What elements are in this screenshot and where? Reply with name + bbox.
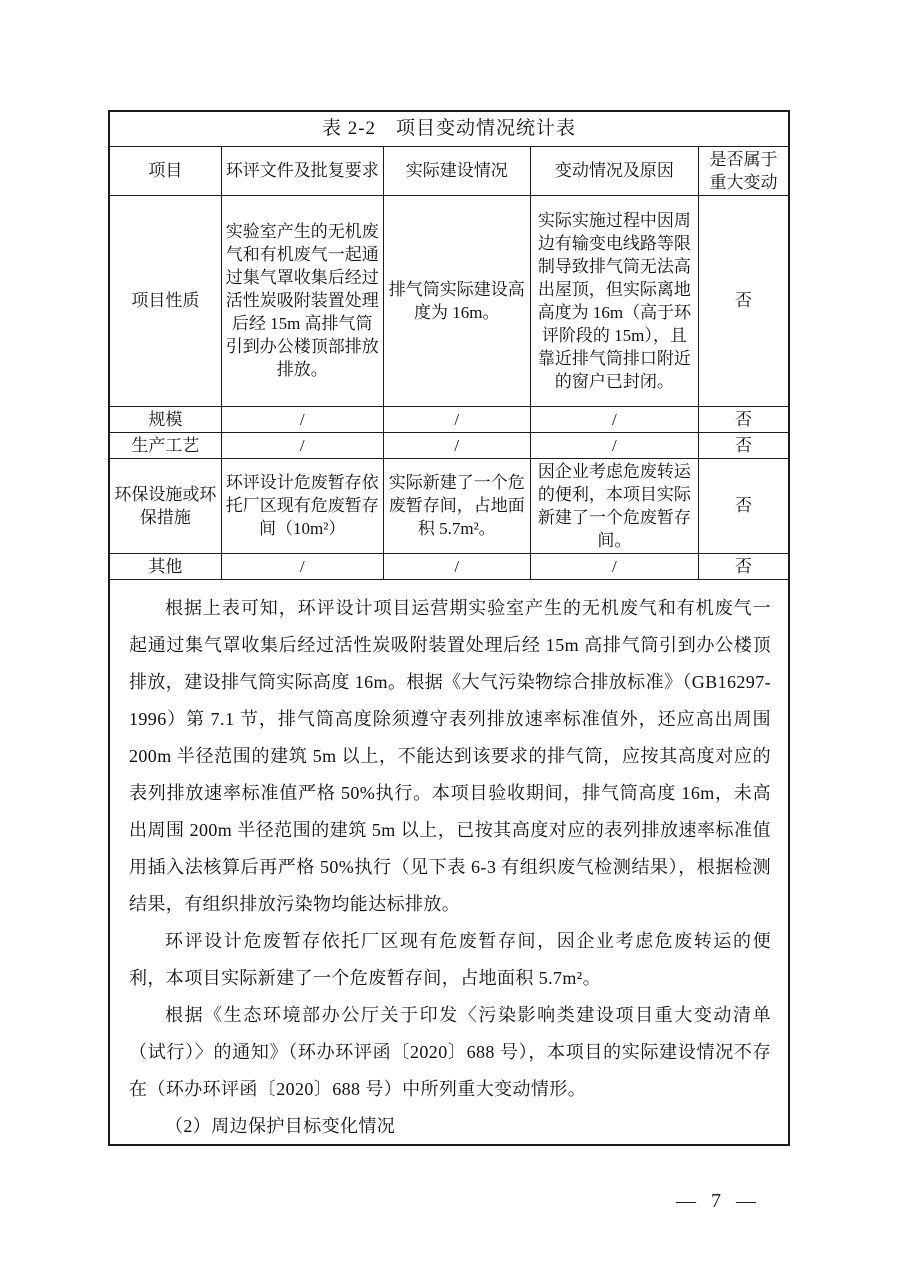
paragraph-hazwaste-storage: 环评设计危废暂存依托厂区现有危废暂存间，因企业考虑危废转运的便利，本项目实际新建了一个危废暂存间，占地面积 5.7m²。: [129, 931, 771, 988]
cell-eia-requirement: 实验室产生的无机废气和有机废气一起通过集气罩收集后经过活性炭吸附装置处理后经 15m 高排气筒引到办公楼顶部排放排放。: [221, 195, 383, 406]
paragraph-section-heading: （2）周边保护目标变化情况: [165, 1116, 396, 1136]
cell-eia-requirement: /: [221, 406, 383, 432]
cell-actual-construction: /: [383, 406, 530, 432]
table-title: 表 2-2 项目变动情况统计表: [110, 112, 788, 146]
paragraph-emission-analysis: 根据上表可知，环评设计项目运营期实验室产生的无机废气和有机废气一起通过集气罩收集后经过活性炭吸附装置处理后经 15m 高排气筒引到办公楼顶排放，建设排气筒实际高度 16m。根据《大气污染物综合排放标准》（GB16297-1996）第 7.1 节，排气筒高度除须遵守表列排放速率标准值外，还应高出周围 200m 半径范围的建筑 5m 以上，不能达到该要求的排气筒，应按其高度对应的表列排放速率标准值严格 50%执行。本项目验收期间，排气筒高度 16m，未高出周围 200m 半径范围的建筑 5m 以上，已按其高度对应的表列排放速率标准值用插入法核算后再严格 50%执行（见下表 6-3 有组织废气检测结果），根据检测结果，有组织排放污染物均能达标排放。: [129, 598, 771, 914]
header-actual-construction: 实际建设情况: [383, 146, 530, 195]
cell-actual-construction: 实际新建了一个危废暂存间，占地面积 5.7m²。: [383, 458, 530, 553]
header-change-reason: 变动情况及原因: [530, 146, 698, 195]
cell-actual-construction: 排气筒实际建设高度为 16m。: [383, 195, 530, 406]
cell-major-change: 否: [698, 553, 788, 579]
cell-change-reason: /: [530, 406, 698, 432]
cell-item: 其他: [110, 553, 221, 579]
table-row: [110, 458, 788, 553]
cell-major-change: 否: [698, 458, 788, 553]
cell-eia-requirement: /: [221, 432, 383, 458]
cell-item: 规模: [110, 406, 221, 432]
cell-change-reason: /: [530, 432, 698, 458]
paragraph-major-change-conclusion: 根据《生态环境部办公厅关于印发〈污染影响类建设项目重大变动清单（试行）〉的通知》（环办环评函〔2020〕688 号），本项目的实际建设情况不存在（环办环评函〔2020〕688 号）中所列重大变动情形。: [129, 1005, 771, 1099]
body-text: [129, 590, 771, 1145]
cell-actual-construction: /: [383, 553, 530, 579]
cell-item: 项目性质: [110, 195, 221, 406]
header-major-change: 是否属于重大变动: [698, 146, 788, 195]
table-row: [110, 553, 788, 579]
footer-right-dash: —: [736, 1190, 756, 1212]
content-box: [108, 110, 790, 1146]
project-change-table: [110, 112, 788, 580]
cell-change-reason: 实际实施过程中因周边有输变电线路等限制导致排气筒无法高出屋顶，但实际离地高度为 16m（高于环评阶段的 15m），且靠近排气筒排口附近的窗户已封闭。: [530, 195, 698, 406]
table-header-row: [110, 146, 788, 195]
cell-major-change: 否: [698, 195, 788, 406]
cell-eia-requirement: /: [221, 553, 383, 579]
table-row: [110, 195, 788, 406]
table-title-row: [110, 112, 788, 146]
table-row: [110, 432, 788, 458]
cell-actual-construction: /: [383, 432, 530, 458]
footer-page-number: 7: [711, 1190, 721, 1212]
cell-major-change: 否: [698, 406, 788, 432]
cell-item: 生产工艺: [110, 432, 221, 458]
cell-major-change: 否: [698, 432, 788, 458]
cell-change-reason: 因企业考虑危废转运的便利，本项目实际新建了一个危废暂存间。: [530, 458, 698, 553]
cell-item: 环保设施或环保措施: [110, 458, 221, 553]
footer-left-dash: —: [676, 1190, 696, 1212]
table-row: [110, 406, 788, 432]
header-item: 项目: [110, 146, 221, 195]
cell-change-reason: /: [530, 553, 698, 579]
page-footer: [676, 1190, 756, 1213]
header-eia-requirement: 环评文件及批复要求: [221, 146, 383, 195]
cell-eia-requirement: 环评设计危废暂存依托厂区现有危废暂存间（10m²）: [221, 458, 383, 553]
